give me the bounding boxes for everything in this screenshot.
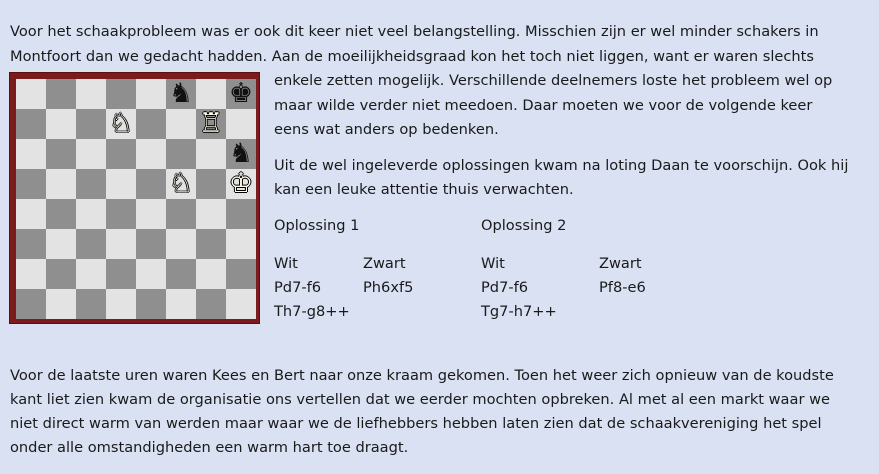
square-h2 bbox=[226, 259, 256, 289]
square-f8 bbox=[166, 79, 196, 109]
white-piece-d7: ♘ bbox=[108, 108, 134, 139]
square-f7 bbox=[166, 109, 196, 139]
square-h3 bbox=[226, 229, 256, 259]
black-piece-f8: ♞ bbox=[168, 78, 194, 109]
square-g2 bbox=[196, 259, 226, 289]
square-c1 bbox=[76, 289, 106, 319]
closing-line-4: onder alle omstandigheden een warm hart toe draagt. bbox=[10, 439, 409, 456]
square-a2 bbox=[16, 259, 46, 289]
white-piece-f5: ♘ bbox=[168, 168, 194, 199]
solution-2-title: Oplossing 2 bbox=[481, 217, 567, 234]
square-b8 bbox=[46, 79, 76, 109]
solution-2-black-move-1: Pf8-e6 bbox=[599, 279, 646, 296]
square-f3 bbox=[166, 229, 196, 259]
square-b7 bbox=[46, 109, 76, 139]
square-g5 bbox=[196, 169, 226, 199]
square-d1 bbox=[106, 289, 136, 319]
square-c5 bbox=[76, 169, 106, 199]
square-b2 bbox=[46, 259, 76, 289]
square-e8 bbox=[136, 79, 166, 109]
square-a6 bbox=[16, 139, 46, 169]
square-d4 bbox=[106, 199, 136, 229]
square-a1 bbox=[16, 289, 46, 319]
square-h7 bbox=[226, 109, 256, 139]
square-a5 bbox=[16, 169, 46, 199]
square-f1 bbox=[166, 289, 196, 319]
solution-2-white-header: Wit bbox=[481, 255, 505, 272]
square-e3 bbox=[136, 229, 166, 259]
closing-line-1: Voor de laatste uren waren Kees en Bert naar onze kraam gekomen. Toen het weer zich opnieuw van de koudste bbox=[10, 367, 834, 384]
square-e2 bbox=[136, 259, 166, 289]
white-piece-h5: ♔ bbox=[228, 168, 254, 199]
square-e6 bbox=[136, 139, 166, 169]
closing-line-2: kant liet zien kwam de organisatie ons vertellen dat we eerder mochten opbreken. Al met al een markt waar we bbox=[10, 391, 830, 408]
square-f5 bbox=[166, 169, 196, 199]
square-a4 bbox=[16, 199, 46, 229]
solution-1-black-move-1: Ph6xf5 bbox=[363, 279, 414, 296]
square-d7 bbox=[106, 109, 136, 139]
intro-line-3: enkele zetten mogelijk. Verschillende deelnemers loste het probleem wel op bbox=[274, 72, 833, 89]
chess-board bbox=[16, 79, 256, 319]
square-g1 bbox=[196, 289, 226, 319]
square-c7 bbox=[76, 109, 106, 139]
intro-line-4: maar wilde verder niet meedoen. Daar moeten we voor de volgende keer bbox=[274, 97, 813, 114]
solution-2-black-header: Zwart bbox=[599, 255, 642, 272]
square-h4 bbox=[226, 199, 256, 229]
square-f6 bbox=[166, 139, 196, 169]
square-h1 bbox=[226, 289, 256, 319]
square-g6 bbox=[196, 139, 226, 169]
square-e5 bbox=[136, 169, 166, 199]
square-c3 bbox=[76, 229, 106, 259]
square-a7 bbox=[16, 109, 46, 139]
solution-1-title: Oplossing 1 bbox=[274, 217, 360, 234]
intro-line-2: Montfoort dan we gedacht hadden. Aan de moeilijkheidsgraad kon het toch niet liggen, want er waren slechts bbox=[10, 48, 814, 65]
solution-1-black-header: Zwart bbox=[363, 255, 406, 272]
winner-line-1: Uit de wel ingeleverde oplossingen kwam na loting Daan te voorschijn. Ook hij bbox=[274, 157, 849, 174]
square-e4 bbox=[136, 199, 166, 229]
solution-2-white-move-2: Tg7-h7++ bbox=[481, 303, 557, 320]
square-c4 bbox=[76, 199, 106, 229]
square-h5 bbox=[226, 169, 256, 199]
solution-2-white-move-1: Pd7-f6 bbox=[481, 279, 529, 296]
square-e1 bbox=[136, 289, 166, 319]
square-d5 bbox=[106, 169, 136, 199]
winner-line-2: kan een leuke attentie thuis verwachten. bbox=[274, 181, 574, 198]
square-g8 bbox=[196, 79, 226, 109]
square-c2 bbox=[76, 259, 106, 289]
square-b1 bbox=[46, 289, 76, 319]
square-g3 bbox=[196, 229, 226, 259]
black-piece-h8: ♚ bbox=[228, 78, 254, 109]
square-g7 bbox=[196, 109, 226, 139]
square-b5 bbox=[46, 169, 76, 199]
square-c8 bbox=[76, 79, 106, 109]
square-e7 bbox=[136, 109, 166, 139]
solution-1-white-move-1: Pd7-f6 bbox=[274, 279, 322, 296]
white-piece-g7: ♖ bbox=[198, 108, 224, 139]
square-d3 bbox=[106, 229, 136, 259]
square-d2 bbox=[106, 259, 136, 289]
square-h6 bbox=[226, 139, 256, 169]
square-c6 bbox=[76, 139, 106, 169]
intro-line-5: eens wat anders op bedenken. bbox=[274, 121, 499, 138]
square-a8 bbox=[16, 79, 46, 109]
black-piece-h6: ♞ bbox=[228, 138, 254, 169]
square-h8 bbox=[226, 79, 256, 109]
square-d8 bbox=[106, 79, 136, 109]
square-g4 bbox=[196, 199, 226, 229]
square-f4 bbox=[166, 199, 196, 229]
intro-line-1: Voor het schaakprobleem was er ook dit keer niet veel belangstelling. Misschien zijn er wel minder schakers in bbox=[10, 23, 819, 40]
square-f2 bbox=[166, 259, 196, 289]
solution-1-white-move-2: Th7-g8++ bbox=[274, 303, 350, 320]
square-b3 bbox=[46, 229, 76, 259]
closing-line-3: niet direct warm van werden maar waar we de liefhebbers hebben laten zien dat de schaakvereniging het spel bbox=[10, 415, 822, 432]
square-a3 bbox=[16, 229, 46, 259]
square-d6 bbox=[106, 139, 136, 169]
square-b4 bbox=[46, 199, 76, 229]
solution-1-white-header: Wit bbox=[274, 255, 298, 272]
square-b6 bbox=[46, 139, 76, 169]
chess-diagram bbox=[9, 72, 260, 324]
